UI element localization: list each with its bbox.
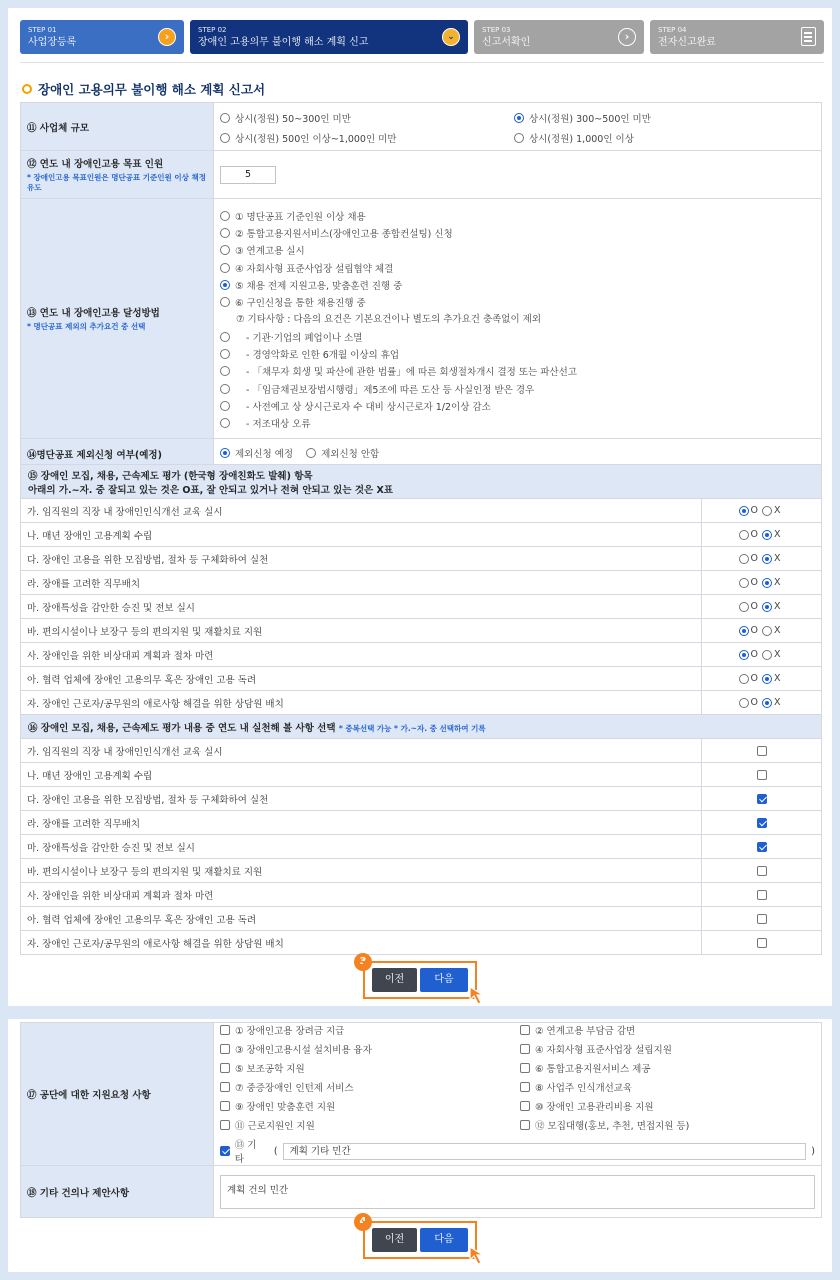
- radio-icon[interactable]: [739, 602, 749, 612]
- document-icon: [801, 27, 816, 46]
- q17-option-right-5[interactable]: ⑩ 장애인 고용관리비용 지원: [520, 1099, 820, 1113]
- step-2-num: STEP 02: [198, 26, 227, 34]
- step-1-label: 사업장등록: [28, 37, 77, 48]
- checkbox-icon[interactable]: [220, 1101, 230, 1111]
- q15-ox-choice: [702, 547, 822, 571]
- o-label: O: [750, 625, 758, 636]
- q11-option-2[interactable]: 상시(정원) 300~500인 미만: [514, 111, 808, 125]
- radio-selected-icon[interactable]: [762, 674, 772, 684]
- radio-icon[interactable]: [514, 133, 524, 143]
- q17-option-left-4[interactable]: ⑦ 중증장애인 인턴제 서비스: [220, 1080, 520, 1094]
- q16-checkbox-cell: [702, 859, 822, 883]
- divider: [20, 62, 824, 63]
- q13-options: [214, 199, 822, 439]
- q13-option-5[interactable]: ⑤ 채용 전제 지원고용, 맞춤훈련 진행 중: [220, 276, 815, 293]
- prev-button[interactable]: 이전: [372, 968, 417, 992]
- o-label: O: [750, 697, 758, 708]
- step-badge: 4: [354, 1213, 372, 1231]
- checkbox-icon[interactable]: [757, 866, 767, 876]
- q11-label: ⑪ 사업체 규모: [21, 103, 214, 151]
- etc-input[interactable]: 계획 기타 민간: [283, 1143, 807, 1160]
- form-table: [20, 102, 822, 469]
- radio-selected-icon[interactable]: [220, 448, 230, 458]
- chevron-right-icon: ›: [618, 28, 636, 46]
- q15-item-text: 나. 매년 장애인 고용계획 수립: [21, 523, 702, 547]
- q13-note: * 명단공표 제외의 추가요건 중 선택: [27, 322, 146, 331]
- q16-row: [21, 811, 822, 835]
- q16-checkbox-cell: [702, 835, 822, 859]
- q15-row: [21, 667, 822, 691]
- q16-checkbox-cell: [702, 907, 822, 931]
- q16-row: [21, 739, 822, 763]
- q16-checkbox-cell: [702, 763, 822, 787]
- q16-row: [21, 859, 822, 883]
- x-label: X: [773, 505, 781, 516]
- q17-etc-row: [220, 1137, 815, 1165]
- q15-heading: [21, 465, 822, 499]
- q14-option-2[interactable]: 제외신청 안함: [306, 446, 379, 460]
- q15-heading-line2: 아래의 가.~자. 중 잘되고 있는 것은 O표, 잘 안되고 있거나 전혀 안되고 있는 것은 X표: [28, 484, 393, 496]
- step-3-num: STEP 03: [482, 26, 511, 34]
- q16-row: [21, 883, 822, 907]
- q11-option-4[interactable]: 상시(정원) 1,000인 이상: [514, 131, 808, 145]
- q16-item-text: 사. 장애인을 위한 비상대피 계획과 절차 마련: [21, 883, 702, 907]
- radio-icon[interactable]: [220, 332, 230, 342]
- q16-row: [21, 931, 822, 955]
- radio-icon[interactable]: [220, 211, 230, 221]
- radio-icon[interactable]: [220, 366, 230, 376]
- x-label: X: [773, 529, 781, 540]
- q16-item-text: 아. 협력 업체에 장애인 고용의무 혹은 장애인 고용 독려: [21, 907, 702, 931]
- q16-heading-text: ⑯ 장애인 모집, 채용, 근속제도 평가 내용 중 연도 내 실천해 볼 사항 선택: [28, 722, 336, 734]
- checkbox-icon[interactable]: [220, 1120, 230, 1130]
- radio-selected-icon[interactable]: [514, 113, 524, 123]
- radio-selected-icon[interactable]: [762, 698, 772, 708]
- q13-option-6[interactable]: ⑥ 구인신청을 통한 채용진행 중: [220, 294, 815, 311]
- q15-ox-choice: [702, 571, 822, 595]
- q15-heading-line1: ⑮ 장애인 모집, 채용, 근속제도 평가 (한국형 장애친화도 발췌) 항목: [28, 470, 313, 482]
- nav-buttons-highlight: [363, 1221, 477, 1259]
- radio-selected-icon[interactable]: [762, 530, 772, 540]
- o-label: O: [750, 577, 758, 588]
- radio-selected-icon[interactable]: [762, 578, 772, 588]
- q16-row: [21, 787, 822, 811]
- q17-option-left-5[interactable]: ⑨ 장애인 맞춤훈련 지원: [220, 1099, 520, 1113]
- evaluation-table: [20, 464, 822, 955]
- q16-heading: [21, 715, 822, 739]
- q13-option-4[interactable]: ④ 자회사형 표준사업장 설립협약 체결: [220, 259, 815, 276]
- q16-item-text: 자. 장애인 근로자/공무원의 애로사항 해결을 위한 상담원 배치: [21, 931, 702, 955]
- step-3[interactable]: [474, 20, 644, 54]
- q15-row: [21, 499, 822, 523]
- q15-row: [21, 691, 822, 715]
- q13-header: [21, 199, 214, 439]
- radio-icon[interactable]: [739, 674, 749, 684]
- radio-icon[interactable]: [739, 698, 749, 708]
- checkbox-icon[interactable]: [520, 1082, 530, 1092]
- q16-checkbox-cell: [702, 787, 822, 811]
- q16-row: [21, 763, 822, 787]
- o-label: O: [750, 673, 758, 684]
- q12-note: * 장애인고용 목표인원은 명단공표 기준인원 이상 책정 유도: [27, 173, 206, 192]
- q15-row: [21, 619, 822, 643]
- q16-row: [21, 835, 822, 859]
- radio-icon[interactable]: [220, 263, 230, 273]
- q13-label: ⑬ 연도 내 장애인고용 달성방법: [27, 308, 160, 319]
- form-panel-bottom: [8, 1019, 832, 1272]
- q13-option-3[interactable]: ③ 연계고용 실시: [220, 242, 815, 259]
- form-title-text: 장애인 고용의무 불이행 해소 계획 신고서: [38, 82, 266, 97]
- checkbox-icon[interactable]: [757, 770, 767, 780]
- q13-sub-option-6[interactable]: - 저조대상 오류: [220, 415, 815, 432]
- q11-option-3[interactable]: 상시(정원) 500인 이상~1,000인 미만: [220, 131, 514, 145]
- checkbox-icon[interactable]: [520, 1063, 530, 1073]
- q12-header: [21, 151, 214, 199]
- radio-selected-icon[interactable]: [220, 280, 230, 290]
- checkbox-icon[interactable]: [757, 914, 767, 924]
- chevron-right-icon: ›: [158, 28, 176, 46]
- radio-selected-icon[interactable]: [739, 626, 749, 636]
- x-label: X: [773, 577, 781, 588]
- q17-option-left-6[interactable]: ⑪ 근로지원인 지원: [220, 1118, 520, 1132]
- q15-item-text: 자. 장애인 근로자/공무원의 애로사항 해결을 위한 상담원 배치: [21, 691, 702, 715]
- checkbox-icon[interactable]: [520, 1101, 530, 1111]
- paren-close: ): [811, 1145, 815, 1157]
- q13-option-1[interactable]: ① 명단공표 기준인원 이상 채용: [220, 207, 815, 224]
- q11-option-1[interactable]: 상시(정원) 50~300인 미만: [220, 111, 514, 125]
- step-4-num: STEP 04: [658, 26, 687, 34]
- checkbox-icon[interactable]: [520, 1120, 530, 1130]
- radio-icon[interactable]: [762, 626, 772, 636]
- q15-ox-choice: [702, 595, 822, 619]
- q15-ox-choice: [702, 499, 822, 523]
- checkbox-checked-icon[interactable]: [757, 794, 767, 804]
- q15-item-text: 마. 장애특성을 감안한 승진 및 전보 실시: [21, 595, 702, 619]
- q17-option-right-1[interactable]: ② 연계고용 부담금 감면: [520, 1023, 820, 1037]
- q14-option-1[interactable]: 제외신청 예정: [220, 446, 293, 460]
- q13-sub-option-1[interactable]: - 기관·기업의 폐업이나 소멸: [220, 328, 815, 345]
- checkbox-icon[interactable]: [757, 890, 767, 900]
- step-progress: [20, 20, 824, 54]
- x-label: X: [773, 673, 781, 684]
- q17-option-right-6[interactable]: ⑫ 모집대행(홍보, 추천, 면접지원 등): [520, 1118, 820, 1132]
- o-label: O: [750, 553, 758, 564]
- bullet-circle-icon: [22, 84, 32, 94]
- q16-checkbox-cell: [702, 811, 822, 835]
- q17-etc-label: ⑬ 기타: [234, 1140, 257, 1165]
- form-title: [22, 80, 265, 98]
- radio-selected-icon[interactable]: [739, 506, 749, 516]
- o-label: O: [750, 529, 758, 540]
- chevron-down-icon: ⌄: [442, 28, 460, 46]
- q14-label: ⑭명단공표 제외신청 여부(예정): [21, 439, 214, 469]
- q15-row: [21, 523, 822, 547]
- checkbox-icon[interactable]: [220, 1082, 230, 1092]
- q13-option-2[interactable]: ② 통합고용지원서비스(장애인고용 종합컨설팅) 신청: [220, 224, 815, 241]
- q13-sub-option-3[interactable]: - 「채무자 회생 및 파산에 관한 법률」에 따른 회생절차개시 결정 또는 파산선고: [220, 363, 815, 380]
- q16-item-text: 마. 장애특성을 감안한 승진 및 전보 실시: [21, 835, 702, 859]
- q13-sub-option-4[interactable]: - 「임금채권보장법시행령」제5조에 따른 도산 등 사실인정 받은 경우: [220, 380, 815, 397]
- radio-selected-icon[interactable]: [739, 650, 749, 660]
- step-4[interactable]: [650, 20, 824, 54]
- step-1-num: STEP 01: [28, 26, 57, 34]
- radio-icon[interactable]: [762, 506, 772, 516]
- q16-item-text: 다. 장애인 고용을 위한 모집방법, 절차 등 구체화하여 실천: [21, 787, 702, 811]
- q13-other-heading: ⑦ 기타사항 : 다음의 요건은 기본요건이나 별도의 추가요건 충족없이 제외: [236, 313, 542, 325]
- step-4-label: 전자신고완료: [658, 37, 716, 48]
- step-badge: 3: [354, 953, 372, 971]
- checkbox-checked-icon[interactable]: [220, 1146, 230, 1156]
- radio-icon[interactable]: [739, 578, 749, 588]
- q17-option-right-2[interactable]: ④ 자회사형 표준사업장 설립지원: [520, 1042, 820, 1056]
- radio-icon[interactable]: [220, 133, 230, 143]
- pointer-cursor-icon: [468, 1245, 488, 1267]
- radio-icon[interactable]: [220, 113, 230, 123]
- q15-ox-choice: [702, 667, 822, 691]
- q15-row: [21, 595, 822, 619]
- checkbox-icon[interactable]: [520, 1025, 530, 1035]
- x-label: X: [773, 553, 781, 564]
- q15-row: [21, 547, 822, 571]
- radio-icon[interactable]: [220, 384, 230, 394]
- q17-option-left-1[interactable]: ① 장애인고용 장려금 지급: [220, 1023, 520, 1037]
- q16-checkbox-cell: [702, 739, 822, 763]
- q16-item-text: 라. 장애를 고려한 직무배치: [21, 811, 702, 835]
- checkbox-icon[interactable]: [520, 1044, 530, 1054]
- q17-label: ⑰ 공단에 대한 지원요청 사항: [21, 1023, 214, 1166]
- checkbox-checked-icon[interactable]: [757, 818, 767, 828]
- q16-note: * 중복선택 가능 * 가.~자. 중 선택하여 기록: [338, 723, 486, 733]
- nav-buttons-highlight: [363, 961, 477, 999]
- next-button[interactable]: 다음: [420, 968, 468, 992]
- checkbox-icon[interactable]: [757, 938, 767, 948]
- q15-item-text: 라. 장애를 고려한 직무배치: [21, 571, 702, 595]
- checkbox-checked-icon[interactable]: [757, 842, 767, 852]
- step-2[interactable]: [190, 20, 468, 54]
- q17-options: [214, 1023, 822, 1166]
- prev-button[interactable]: 이전: [372, 1228, 417, 1252]
- q16-item-text: 바. 편의시설이나 보장구 등의 편의지원 및 재활치료 지원: [21, 859, 702, 883]
- o-label: O: [750, 601, 758, 612]
- q16-checkbox-cell: [702, 931, 822, 955]
- radio-icon[interactable]: [762, 650, 772, 660]
- radio-selected-icon[interactable]: [762, 554, 772, 564]
- q15-item-text: 바. 편의시설이나 보장구 등의 편의지원 및 재활치료 지원: [21, 619, 702, 643]
- x-label: X: [773, 625, 781, 636]
- radio-icon[interactable]: [220, 228, 230, 238]
- q13-sub-option-5[interactable]: - 사전예고 상 상시근로자 수 대비 상시근로자 1/2이상 감소: [220, 397, 815, 414]
- q17-option-left-3[interactable]: ⑤ 보조공학 지원: [220, 1061, 520, 1075]
- checkbox-icon[interactable]: [220, 1025, 230, 1035]
- radio-icon[interactable]: [306, 448, 316, 458]
- q15-row: [21, 571, 822, 595]
- step-1[interactable]: [20, 20, 184, 54]
- target-count-input[interactable]: 5: [220, 166, 276, 184]
- step-3-label: 신고서확인: [482, 37, 531, 48]
- x-label: X: [773, 697, 781, 708]
- radio-icon[interactable]: [220, 401, 230, 411]
- next-button[interactable]: 다음: [420, 1228, 468, 1252]
- q15-row: [21, 643, 822, 667]
- q18-label: ⑱ 기타 건의나 제안사항: [21, 1166, 214, 1218]
- checkbox-icon[interactable]: [757, 746, 767, 756]
- radio-selected-icon[interactable]: [762, 602, 772, 612]
- q17-option-right-3[interactable]: ⑥ 통합고용지원서비스 제공: [520, 1061, 820, 1075]
- radio-icon[interactable]: [739, 530, 749, 540]
- paren-open: (: [273, 1145, 278, 1157]
- q12-cell: [214, 151, 822, 199]
- radio-icon[interactable]: [220, 245, 230, 255]
- o-label: O: [750, 505, 758, 516]
- pointer-cursor-icon: [468, 985, 488, 1007]
- q16-checkbox-cell: [702, 883, 822, 907]
- q15-ox-choice: [702, 619, 822, 643]
- q15-item-text: 다. 장애인 고용을 위한 모집방법, 절차 등 구체화하여 실천: [21, 547, 702, 571]
- q15-ox-choice: [702, 523, 822, 547]
- suggestion-textarea[interactable]: 계획 건의 민간: [220, 1175, 815, 1209]
- q12-label: ⑫ 연도 내 장애인고용 목표 인원: [27, 159, 164, 170]
- x-label: X: [773, 649, 781, 660]
- radio-icon[interactable]: [220, 418, 230, 428]
- radio-icon[interactable]: [220, 349, 230, 359]
- checkbox-icon[interactable]: [220, 1044, 230, 1054]
- x-label: X: [773, 601, 781, 612]
- q16-item-text: 나. 매년 장애인 고용계획 수립: [21, 763, 702, 787]
- q18-cell: [214, 1166, 822, 1218]
- q15-item-text: 사. 장애인을 위한 비상대피 계획과 절차 마련: [21, 643, 702, 667]
- q17-option-right-4[interactable]: ⑧ 사업주 인식개선교육: [520, 1080, 820, 1094]
- q15-item-text: 아. 협력 업체에 장애인 고용의무 혹은 장애인 고용 독려: [21, 667, 702, 691]
- q11-options: [214, 103, 822, 151]
- q17-option-left-2[interactable]: ③ 장애인고용시설 설치비용 융자: [220, 1042, 520, 1056]
- q16-item-text: 가. 임직원의 직장 내 장애인인식개선 교육 실시: [21, 739, 702, 763]
- form-panel-top: [8, 8, 832, 1006]
- step-2-label: 장애인 고용의무 불이행 해소 계획 신고: [198, 37, 369, 48]
- q15-ox-choice: [702, 643, 822, 667]
- q16-row: [21, 907, 822, 931]
- support-table: [20, 1022, 822, 1218]
- o-label: O: [750, 649, 758, 660]
- q15-item-text: 가. 임직원의 직장 내 장애인인식개선 교육 실시: [21, 499, 702, 523]
- q13-sub-option-2[interactable]: - 경영악화로 인한 6개월 이상의 휴업: [220, 345, 815, 362]
- radio-icon[interactable]: [220, 297, 230, 307]
- radio-icon[interactable]: [739, 554, 749, 564]
- checkbox-icon[interactable]: [220, 1063, 230, 1073]
- q15-ox-choice: [702, 691, 822, 715]
